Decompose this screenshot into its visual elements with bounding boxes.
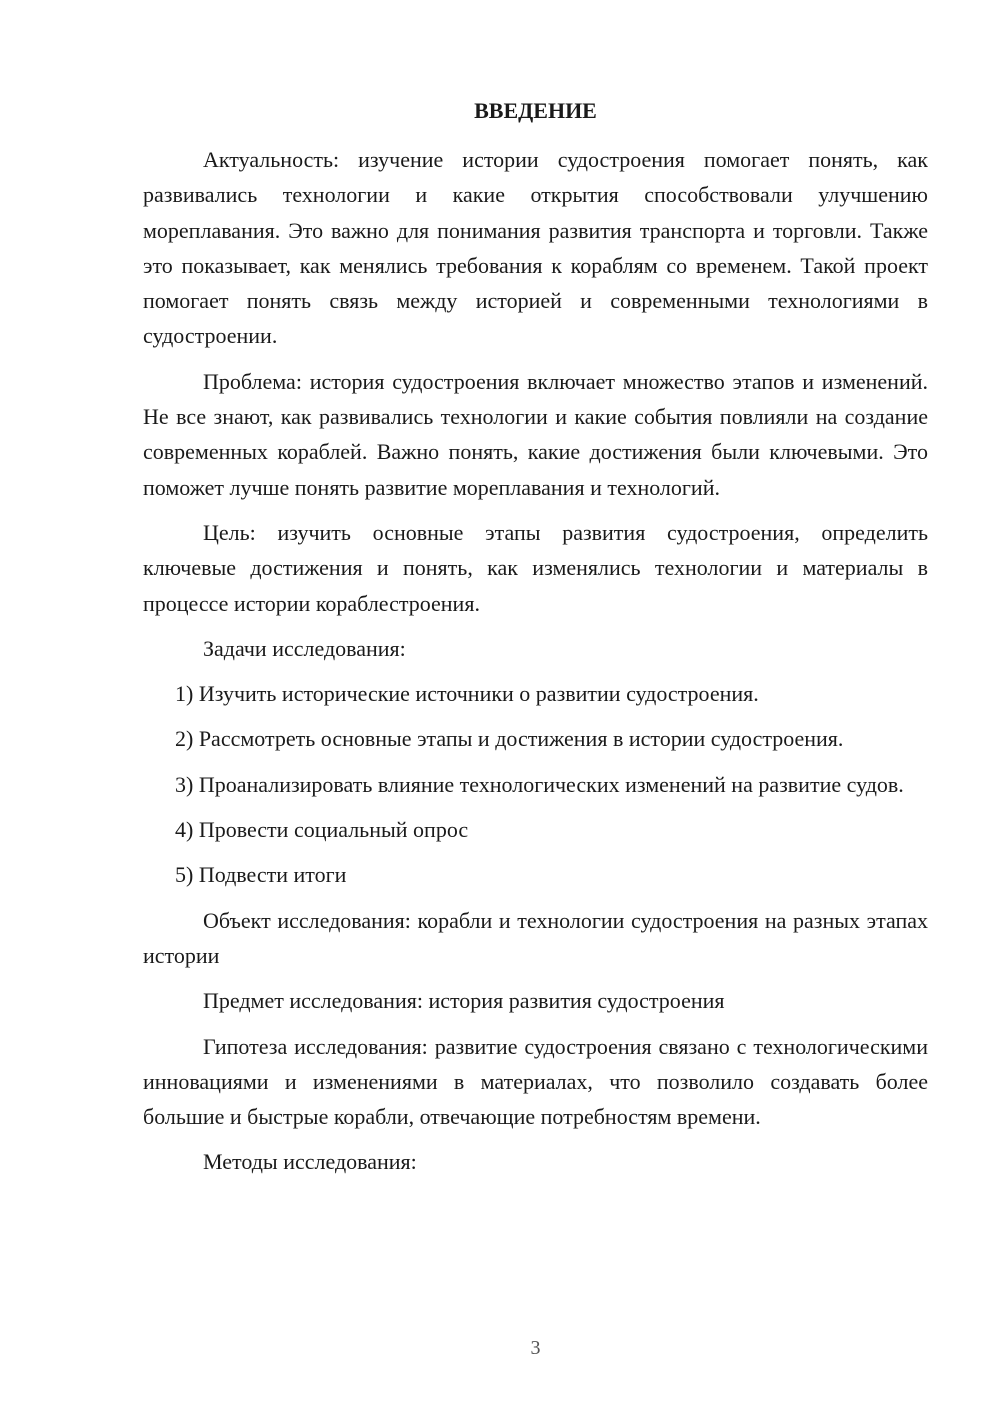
task-item-3: 3) Проанализировать влияние технологических изменений на развитие судов. (175, 771, 904, 797)
goal-paragraph: Цель: изучить основные этапы развития судостроения, определить ключевые достижения и понять, как изменялись технологии и материалы в процессе истории кораблестроения. (143, 519, 928, 616)
task-item-1: 1) Изучить исторические источники о развитии судостроения. (175, 681, 759, 707)
document-page (143, 0, 928, 1414)
object-paragraph: Объект исследования: корабли и технологии судостроения на разных этапах истории (143, 907, 928, 968)
page-number: 3 (530, 1337, 541, 1359)
problem-paragraph: Проблема: история судостроения включает множество этапов и изменений. Не все знают, как развивались технологии и какие события повлияли на создание современных кораблей. Важно понять, какие достижения были ключевыми. Это поможет лучше понять развитие мореплавания и технологий. (143, 368, 928, 500)
page-title: ВВЕДЕНИЕ (474, 98, 597, 123)
task-item-2: 2) Рассмотреть основные этапы и достижения в истории судостроения. (175, 726, 844, 752)
task-item-4: 4) Провести социальный опрос (175, 817, 469, 843)
subject-paragraph: Предмет исследования: история развития судостроения (203, 988, 725, 1014)
methods-heading: Методы исследования: (203, 1149, 417, 1175)
hypothesis-paragraph: Гипотеза исследования: развитие судостроения связано с технологическими инновациями и изменениями в материалах, что позволило создавать более большие и быстрые корабли, отвечающие потребностям времени. (143, 1033, 928, 1130)
tasks-heading: Задачи исследования: (203, 635, 406, 661)
task-item-5: 5) Подвести итоги (175, 862, 347, 888)
relevance-paragraph: Актуальность: изучение истории судостроения помогает понять, как развивались технологии и какие открытия способствовали улучшению мореплавания. Это важно для понимания развития транспорта и торговли. Также это показывает, как менялись требования к кораблям со временем. Такой проект помогает понять связь между историей и современными технологиями в судостроении. (143, 147, 928, 349)
page-content (143, 142, 928, 1190)
